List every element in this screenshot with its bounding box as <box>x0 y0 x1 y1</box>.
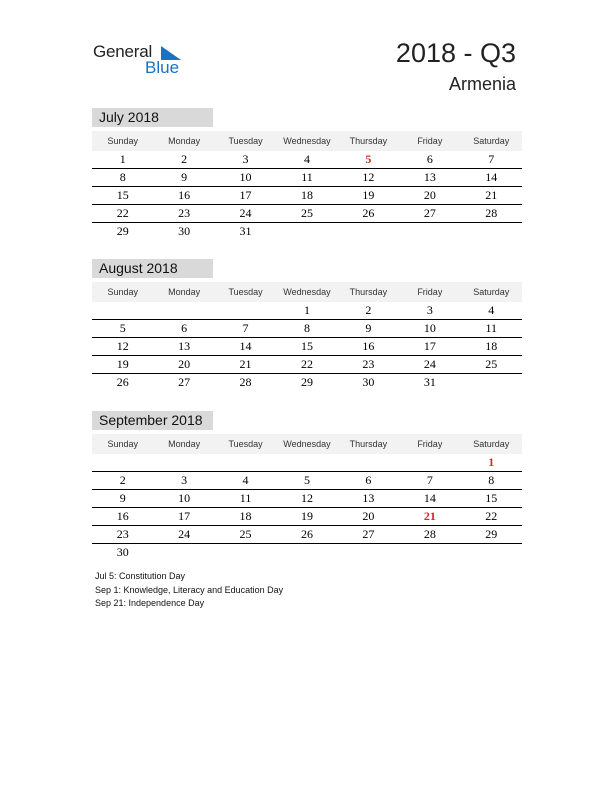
weekday-label: Saturday <box>473 287 510 297</box>
day-cell: 21 <box>239 357 252 371</box>
day-cell <box>92 302 153 319</box>
day-cell: 25 <box>239 527 252 541</box>
week-row <box>92 205 522 223</box>
day-cell: 7 <box>488 152 495 166</box>
weekday-label: Thursday <box>349 439 388 449</box>
day-cell: 23 <box>178 206 191 220</box>
logo <box>93 42 193 78</box>
day-cell: 11 <box>301 170 313 184</box>
weekday-label: Monday <box>168 136 201 146</box>
weekday-label: Sunday <box>107 287 138 297</box>
day-cell: 19 <box>362 188 375 202</box>
weekday-label: Wednesday <box>283 439 331 449</box>
day-cell: 19 <box>300 509 313 523</box>
day-cell <box>215 302 276 319</box>
day-cell: 23 <box>362 357 375 371</box>
day-cell: 13 <box>178 339 191 353</box>
day-cell: 27 <box>423 206 436 220</box>
day-cell: 12 <box>362 170 375 184</box>
day-cell: 5 <box>119 321 126 335</box>
day-cell: 13 <box>362 491 375 505</box>
day-cell: 19 <box>116 357 129 371</box>
week-row <box>92 169 522 187</box>
week-row <box>92 151 522 169</box>
day-cell <box>338 223 399 240</box>
day-cell: 10 <box>423 321 436 335</box>
weekday-label: Monday <box>168 287 201 297</box>
day-cell: 16 <box>362 339 375 353</box>
day-cell: 1 <box>119 152 126 166</box>
day-cell <box>92 454 153 471</box>
day-cell: 7 <box>242 321 249 335</box>
day-cell: 1 <box>488 455 495 469</box>
weekday-label: Tuesday <box>228 136 263 146</box>
day-cell: 5 <box>303 473 310 487</box>
weekday-label: Friday <box>417 287 443 297</box>
day-cell: 15 <box>485 491 498 505</box>
day-cell: 12 <box>116 339 129 353</box>
week-row <box>92 526 522 544</box>
logo-general-text: General <box>93 42 153 61</box>
day-cell: 12 <box>300 491 313 505</box>
day-cell: 8 <box>488 473 495 487</box>
weeks <box>92 302 522 391</box>
day-cell: 10 <box>178 491 191 505</box>
day-cell <box>461 544 522 561</box>
week-row <box>92 223 522 240</box>
weekday-label: Saturday <box>473 439 510 449</box>
day-cell: 16 <box>178 188 191 202</box>
week-row <box>92 544 522 561</box>
day-cell: 4 <box>242 473 249 487</box>
weekday-header <box>92 434 522 454</box>
day-cell: 3 <box>426 303 433 317</box>
month-september <box>92 411 522 561</box>
month-label: August 2018 <box>92 259 213 278</box>
week-row <box>92 187 522 205</box>
day-cell <box>276 454 337 471</box>
day-cell: 29 <box>485 527 498 541</box>
day-cell: 21 <box>423 509 436 523</box>
day-cell: 13 <box>423 170 436 184</box>
day-cell: 31 <box>423 375 436 389</box>
day-cell: 31 <box>239 224 252 238</box>
day-cell: 30 <box>116 545 129 559</box>
day-cell: 26 <box>362 206 375 220</box>
day-cell: 22 <box>485 509 498 523</box>
day-cell: 9 <box>365 321 372 335</box>
day-cell: 28 <box>423 527 436 541</box>
day-cell: 20 <box>178 357 191 371</box>
day-cell: 6 <box>181 321 188 335</box>
day-cell: 17 <box>178 509 191 523</box>
month-label: July 2018 <box>92 108 213 127</box>
day-cell: 26 <box>300 527 313 541</box>
weeks <box>92 454 522 561</box>
day-cell: 9 <box>181 170 188 184</box>
week-row <box>92 338 522 356</box>
day-cell: 17 <box>423 339 436 353</box>
day-cell: 25 <box>300 206 313 220</box>
day-cell <box>153 302 214 319</box>
month-label: September 2018 <box>92 411 213 430</box>
day-cell <box>338 544 399 561</box>
day-cell: 26 <box>116 375 129 389</box>
day-cell: 24 <box>178 527 191 541</box>
week-row <box>92 302 522 320</box>
day-cell: 18 <box>485 339 498 353</box>
day-cell: 24 <box>239 206 252 220</box>
day-cell: 30 <box>178 224 191 238</box>
day-cell <box>399 223 460 240</box>
day-cell: 29 <box>116 224 129 238</box>
day-cell: 17 <box>239 188 252 202</box>
day-cell <box>153 454 214 471</box>
day-cell: 27 <box>178 375 191 389</box>
weekday-label: Sunday <box>107 439 138 449</box>
day-cell <box>215 454 276 471</box>
weekday-header <box>92 282 522 302</box>
day-cell <box>399 544 460 561</box>
weekday-label: Thursday <box>349 136 388 146</box>
day-cell: 14 <box>423 491 436 505</box>
week-row <box>92 472 522 490</box>
day-cell: 22 <box>300 357 313 371</box>
day-cell <box>338 454 399 471</box>
weekday-label: Wednesday <box>283 287 331 297</box>
day-cell: 29 <box>300 375 313 389</box>
week-row <box>92 356 522 374</box>
day-cell: 30 <box>362 375 375 389</box>
day-cell: 23 <box>116 527 129 541</box>
week-row <box>92 374 522 391</box>
day-cell: 21 <box>485 188 498 202</box>
weekday-label: Monday <box>168 439 201 449</box>
day-cell: 28 <box>239 375 252 389</box>
day-cell: 18 <box>300 188 313 202</box>
day-cell: 11 <box>239 491 252 505</box>
weeks <box>92 151 522 240</box>
day-cell: 5 <box>365 152 372 166</box>
week-row <box>92 508 522 526</box>
weekday-label: Wednesday <box>283 136 331 146</box>
month-july <box>92 108 522 240</box>
holiday-notes <box>95 570 283 611</box>
day-cell: 25 <box>485 357 498 371</box>
day-cell: 15 <box>300 339 313 353</box>
day-cell: 6 <box>426 152 433 166</box>
day-cell: 28 <box>485 206 498 220</box>
day-cell: 8 <box>119 170 126 184</box>
day-cell: 22 <box>116 206 129 220</box>
day-cell <box>276 223 337 240</box>
day-cell: 4 <box>303 152 310 166</box>
country-name: Armenia <box>448 74 516 94</box>
holiday-note: Jul 5: Constitution Day <box>95 571 186 581</box>
day-cell: 1 <box>303 303 310 317</box>
day-cell: 3 <box>181 473 188 487</box>
day-cell: 8 <box>303 321 310 335</box>
day-cell: 2 <box>365 303 372 317</box>
day-cell: 20 <box>362 509 375 523</box>
weekday-label: Saturday <box>473 136 510 146</box>
day-cell <box>215 544 276 561</box>
day-cell <box>461 374 522 391</box>
weekday-label: Friday <box>417 136 443 146</box>
day-cell: 20 <box>423 188 436 202</box>
day-cell <box>461 223 522 240</box>
day-cell: 14 <box>485 170 498 184</box>
day-cell: 9 <box>119 491 126 505</box>
day-cell: 27 <box>362 527 375 541</box>
holiday-note: Sep 21: Independence Day <box>95 598 205 608</box>
day-cell <box>153 544 214 561</box>
page-title: 2018 - Q3 <box>395 38 516 68</box>
month-august <box>92 259 522 391</box>
day-cell: 24 <box>423 357 436 371</box>
logo-blue-text: Blue <box>145 58 180 77</box>
day-cell: 6 <box>365 473 372 487</box>
weekday-label: Thursday <box>349 287 388 297</box>
day-cell: 10 <box>239 170 252 184</box>
weekday-label: Sunday <box>107 136 138 146</box>
day-cell: 7 <box>426 473 433 487</box>
day-cell: 2 <box>119 473 126 487</box>
day-cell: 3 <box>242 152 249 166</box>
weekday-label: Tuesday <box>228 439 263 449</box>
holiday-note: Sep 1: Knowledge, Literacy and Education Day <box>95 584 284 595</box>
day-cell: 15 <box>116 188 129 202</box>
weekday-label: Tuesday <box>228 287 263 297</box>
day-cell: 16 <box>116 509 129 523</box>
day-cell: 4 <box>488 303 495 317</box>
week-row <box>92 490 522 508</box>
day-cell: 2 <box>181 152 188 166</box>
weekday-header <box>92 131 522 151</box>
day-cell: 14 <box>239 339 252 353</box>
day-cell <box>276 544 337 561</box>
weekday-label: Friday <box>417 439 443 449</box>
day-cell: 18 <box>239 509 252 523</box>
week-row <box>92 320 522 338</box>
week-row <box>92 454 522 472</box>
day-cell <box>399 454 460 471</box>
day-cell: 11 <box>485 321 498 335</box>
